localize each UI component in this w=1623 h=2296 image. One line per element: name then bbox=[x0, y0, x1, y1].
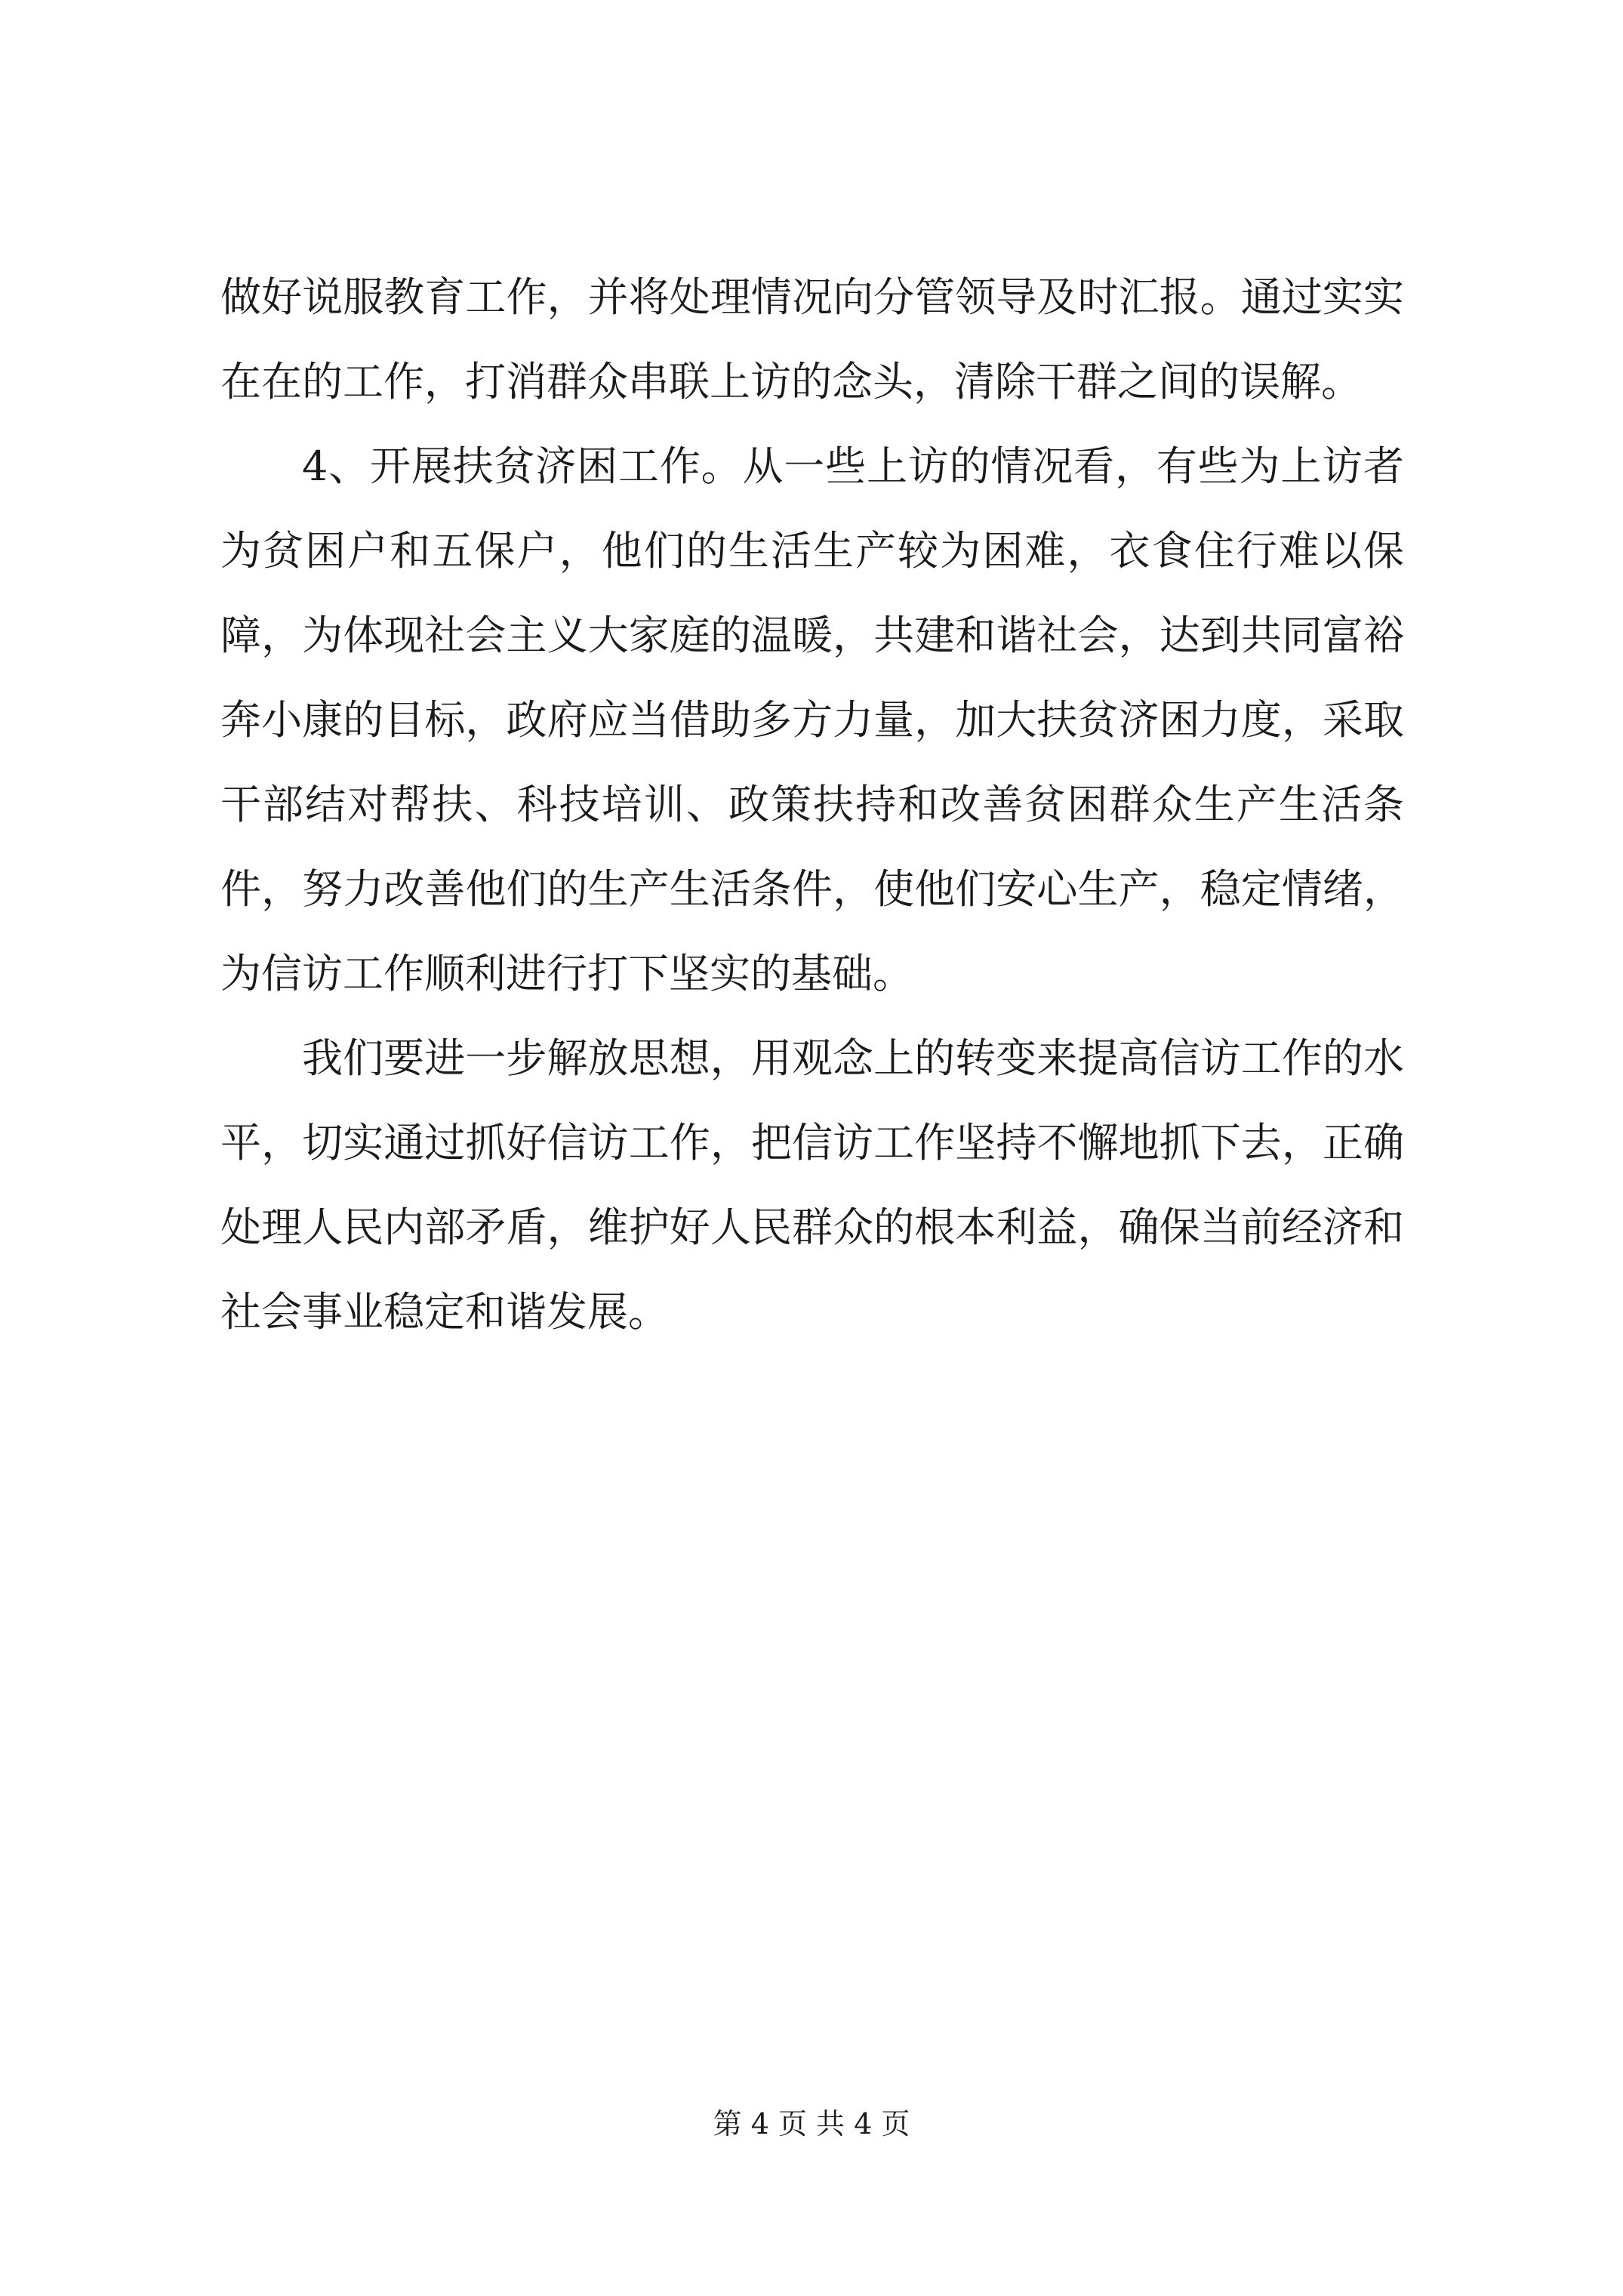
page-number-footer: 第 4 页 共 4 页 bbox=[713, 2107, 910, 2140]
paragraph-poverty-relief: 4、开展扶贫济困工作。从一些上访的情况看，有些为上访者为贫困户和五保户，他们的生活生产较为困难，衣食住行难以保障，为体现社会主义大家庭的温暖，共建和谐社会，达到共同富裕奔小康的目标，政府应当借助多方力量，加大扶贫济困力度，采取干部结对帮扶、科技培训、政策扶持和改善贫困群众生产生活条件，努力改善他们的生产生活条件，使他们安心生产，稳定情绪，为信访工作顺利进行打下坚实的基础。 bbox=[220, 442, 1404, 997]
paragraph-conclusion: 我们要进一步解放思想，用观念上的转变来提高信访工作的水平，切实通过抓好信访工作，把信访工作坚持不懈地抓下去，正确处理人民内部矛盾，维护好人民群众的根本利益，确保当前经济和社会事业稳定和谐发展。 bbox=[220, 1034, 1404, 1336]
body-text bbox=[220, 255, 1404, 1354]
paragraph-continuation: 做好说服教育工作，并将处理情况向分管领导及时汇报。通过实实在在的工作，打消群众串联上访的念头，清除干群之间的误解。 bbox=[220, 273, 1404, 405]
